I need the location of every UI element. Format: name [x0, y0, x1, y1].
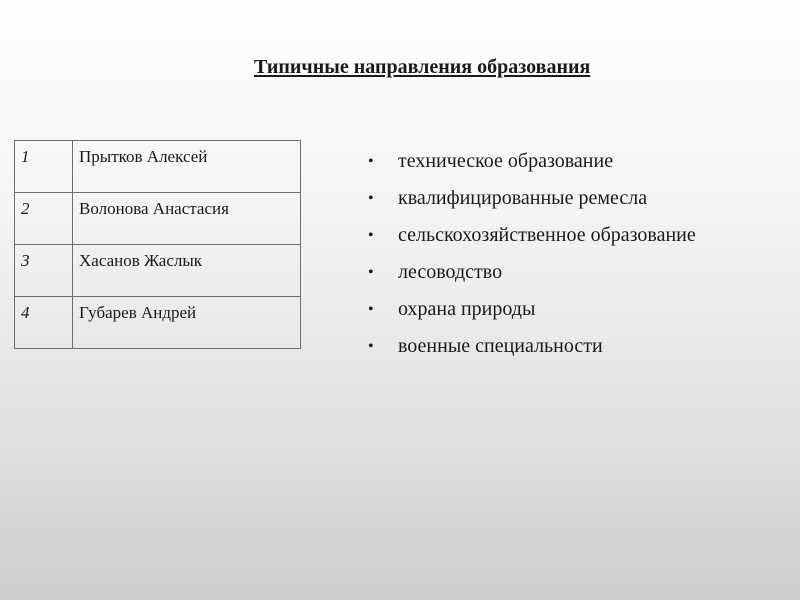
bullet-icon: •	[368, 264, 374, 281]
bullet-icon: •	[368, 153, 374, 170]
list-item	[368, 296, 758, 323]
student-table	[14, 140, 301, 349]
list-item	[368, 222, 758, 249]
student-name: Хасанов Жаслык	[73, 245, 301, 297]
slide-title: Типичные направления образования	[254, 56, 591, 78]
student-name: Волонова Анастасия	[73, 193, 301, 245]
list-item	[368, 185, 758, 212]
bullet-icon: •	[368, 227, 374, 244]
bullet-icon: •	[368, 301, 374, 318]
table-row	[15, 297, 301, 349]
student-name: Губарев Андрей	[73, 297, 301, 349]
row-number: 4	[15, 297, 73, 349]
bullet-icon: •	[368, 190, 374, 207]
row-number: 2	[15, 193, 73, 245]
list-item	[368, 333, 758, 360]
list-item-text: лесоводство	[398, 261, 503, 283]
table-row	[15, 245, 301, 297]
list-item-text: сельскохозяйственное образование	[398, 224, 696, 246]
row-number: 1	[15, 141, 73, 193]
list-item	[368, 259, 758, 286]
table-row	[15, 141, 301, 193]
row-number: 3	[15, 245, 73, 297]
student-name: Прытков Алексей	[73, 141, 301, 193]
list-item-text: техническое образование	[398, 150, 614, 172]
list-item-text: военные специальности	[398, 335, 603, 357]
directions-list	[368, 148, 758, 370]
list-item	[368, 148, 758, 175]
bullet-icon: •	[368, 338, 374, 355]
list-item-text: охрана природы	[398, 298, 536, 320]
table-row	[15, 193, 301, 245]
list-item-text: квалифицированные ремесла	[398, 187, 648, 209]
